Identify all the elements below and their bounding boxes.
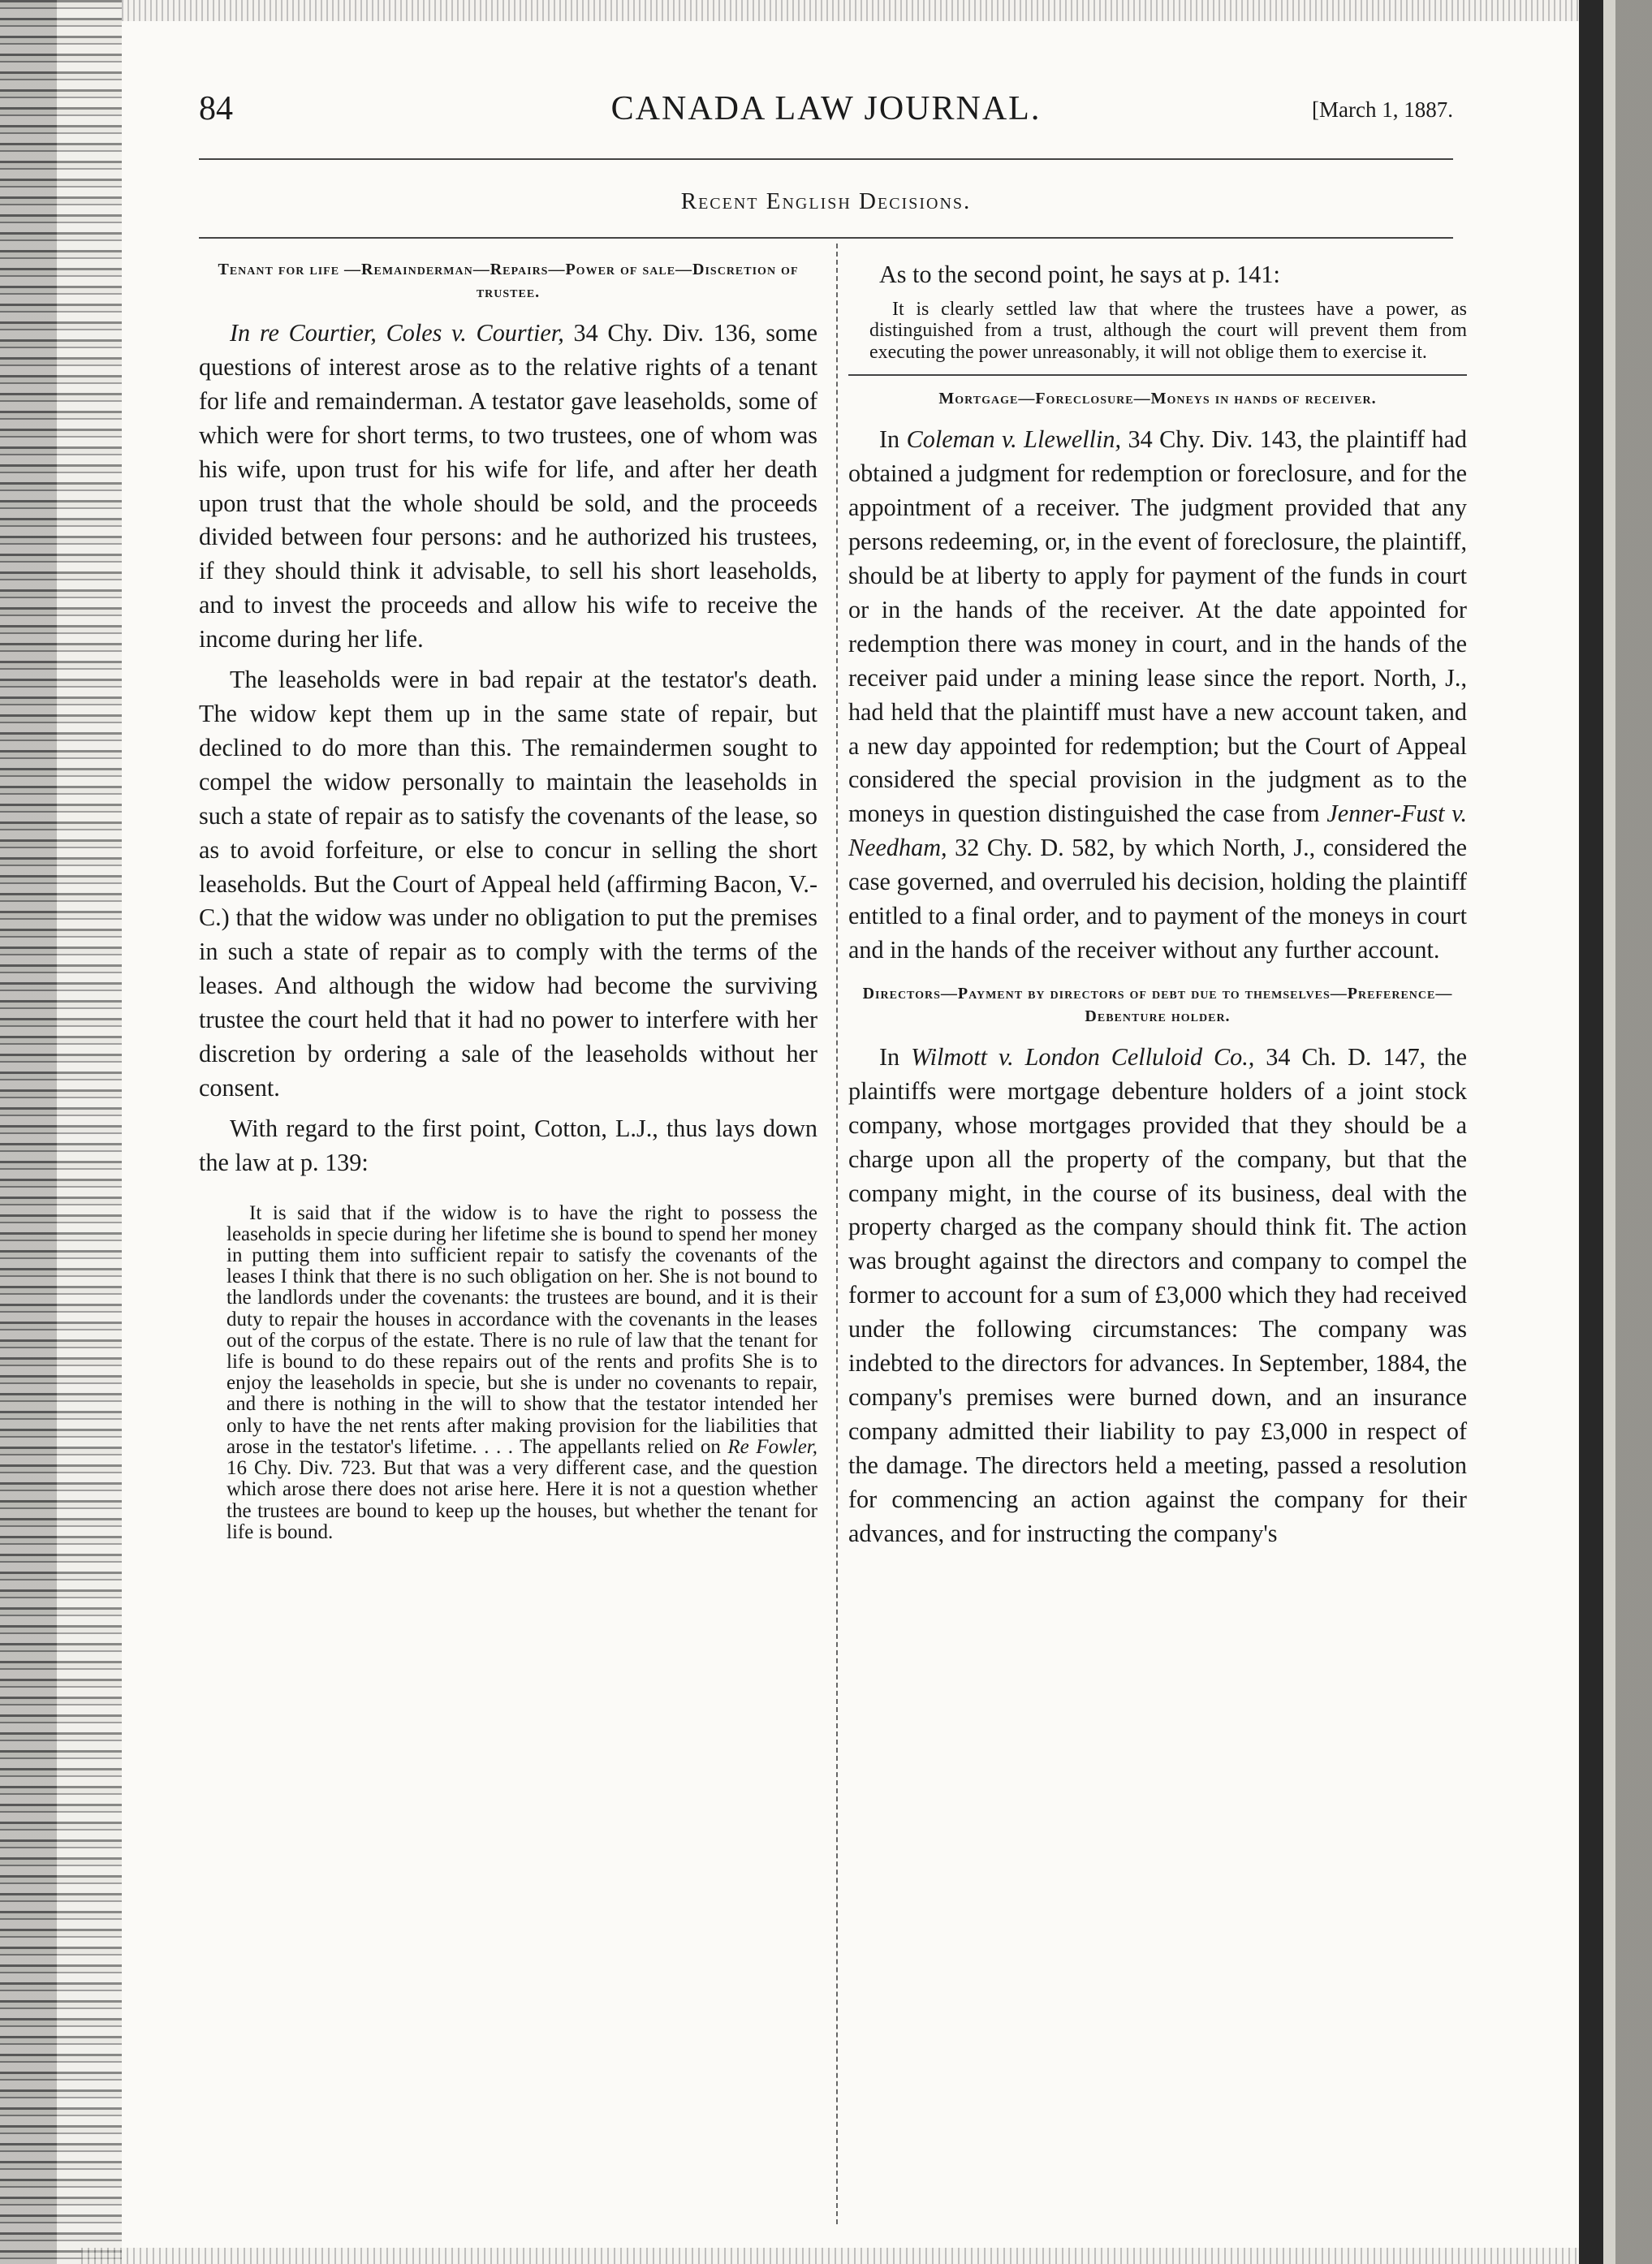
case-heading-tenant-for-life: Tenant for life —Remainderman—Repairs—Power of sale—Discretion of trustee. [218,261,799,301]
case-citation: Wilmott v. London Celluloid Co., [911,1042,1255,1071]
section-rule [848,374,1467,376]
section-heading: Recent English Decisions. [680,188,972,214]
paragraph: With regard to the first point, Cotton, L.J., thus lays down the law at p. 139: [199,1114,817,1176]
case-citation: Coleman v. Llewellin, [906,425,1122,454]
right-column [848,258,1467,1558]
paragraph-text: 32 Chy. D. 582, by which North, J., considered the case governed, and overruled his decision, holding the plaintiff entitled to a final order, and to payment of the moneys in court and in the hands of the receiver without any further account. [848,834,1468,964]
column-divider [836,244,838,2224]
scan-edge-top [122,0,1579,21]
case-citation: Jenner-Fust v. Needham, [848,800,1467,862]
paragraph-text: In [879,1042,900,1071]
case-heading-mortgage: Mortgage—Foreclosure—Moneys in hands of receiver. [938,390,1377,408]
issue-date: [March 1, 1887. [1312,97,1453,122]
case-citation: Re Fowler, [727,1435,818,1458]
case-heading-directors: Directors—Payment by directors of debt due to themselves—Preference—Debenture holder. [862,984,1453,1025]
scan-edge-left [0,0,122,2264]
scan-edge-right [1579,0,1652,2264]
paragraph [848,423,1467,968]
paragraph-text: 34 Chy. Div. 143, the plaintiff had obtained a judgment for redemption or foreclosure, and for the appointment of a receiver. The judgment provided that any persons redeeming, or, in the event of foreclosure, the plaintiff, should be at liberty to apply for payment of the funds in court or in the hands of the receiver. At the date appointed for redemption there was money in court, and in the hands of the receiver paid under a mining lease since the report. North, J., had held that the plaintiff must have a new account taken, and a new day appointed for redemption; but the Court of Appeal considered the special provision in the judgment as to the moneys in question distinguished the case from [848,425,1468,828]
block-quote: It is clearly settled law that where the trustees have a power, as distinguished from a trust, although the court will prevent them from executing the power unreasonably, it will not oblige them to exercise it. [869,298,1467,363]
section-rule [199,237,1453,239]
block-quote [199,1203,817,1543]
page-number: 84 [199,90,233,127]
left-column [199,258,817,1551]
scan-edge-bottom [81,2248,1579,2264]
case-citation: In re Courtier, Coles v. Courtier, [230,319,564,347]
paragraph-text: 34 Chy. Div. 136, some questions of interest arose as to the relative rights of a tenant for life and remainderman. A testator gave leaseholds, some of which were for short terms, to two trustees, one of whom was his wife, upon trust for his wife for life, and after her death upon trust that the whole should be sold, and the proceeds divided between four persons: and he authorized his trustees, if they should think it advisable, to sell his short leaseholds, and to invest the proceeds and allow his wife to receive the income during her life. [199,319,817,653]
page-header [199,89,1453,146]
paragraph-text: 34 Ch. D. 147, the plaintiffs were mortgage debenture holders of a joint stock company, whose mortgages provided that they should be a charge upon all the property of the company, but that the company might, in the course of its business, deal with the property charged as the company should think fit. The action was brought against the directors and company to compel the former to account for a sum of £3,000 which they had received under the following circumstances: The company was indebted to the directors for advances. In September, 1884, the company's premises were burned down, and an insurance company admitted their liability to pay £3,000 in respect of the damage. The directors held a meeting, passed a resolution for commencing an action against the company for their advances, and for instructing the company's [848,1042,1468,1547]
quote-text: It is said that if the widow is to have the right to possess the leaseholds in specie during her lifetime she is bound to spend her money in putting them into sufficient repair to satisfy the covenants of the leases I think that there is no such obligation on her. She is not bound to the landlords under the covenants: the trustees are bound, and it is their duty to repair the houses in accordance with the covenants in the leases out of the corpus of the estate. There is no rule of law that the tenant for life is bound to do these repairs out of the rents and profits She is to enjoy the leaseholds in specie, but she is under no covenants to repair, and there is nothing in the will to show that the testator intended her only to have the net rents after making provision for the liabilities that arose in the testator's lifetime. . . . The appellants relied on [226,1201,817,1458]
journal-title: CANADA LAW JOURNAL. [610,90,1042,127]
paragraph [848,1041,1467,1551]
paragraph [199,317,817,657]
paragraph: As to the second point, he says at p. 141: [879,261,1280,288]
quote-text: 16 Chy. Div. 723. But that was a very different case, and the question which arose there does not arise here. Here it is not a question whether the trustees are bound to keep up the houses, but whether the tenant for life is bound. [226,1457,817,1543]
paragraph: The leaseholds were in bad repair at the testator's death. The widow kept them up in the same state of repair, but declined to do more than this. The remaindermen sought to compel the widow personally to maintain the leaseholds in such a state of repair as to satisfy the covenants of the lease, so as to avoid forfeiture, or else to concur in selling the short leaseholds. But the Court of Appeal held (affirming Bacon, V.-C.) that the widow was under no obligation to put the premises in such a state of repair as to comply with the terms of the leases. And although the widow had become the surviving trustee the court held that it had no power to interfere with her discretion by ordering a sale of the leaseholds without her consent. [199,666,817,1102]
paragraph-text: In [879,425,900,454]
header-rule [199,158,1453,160]
